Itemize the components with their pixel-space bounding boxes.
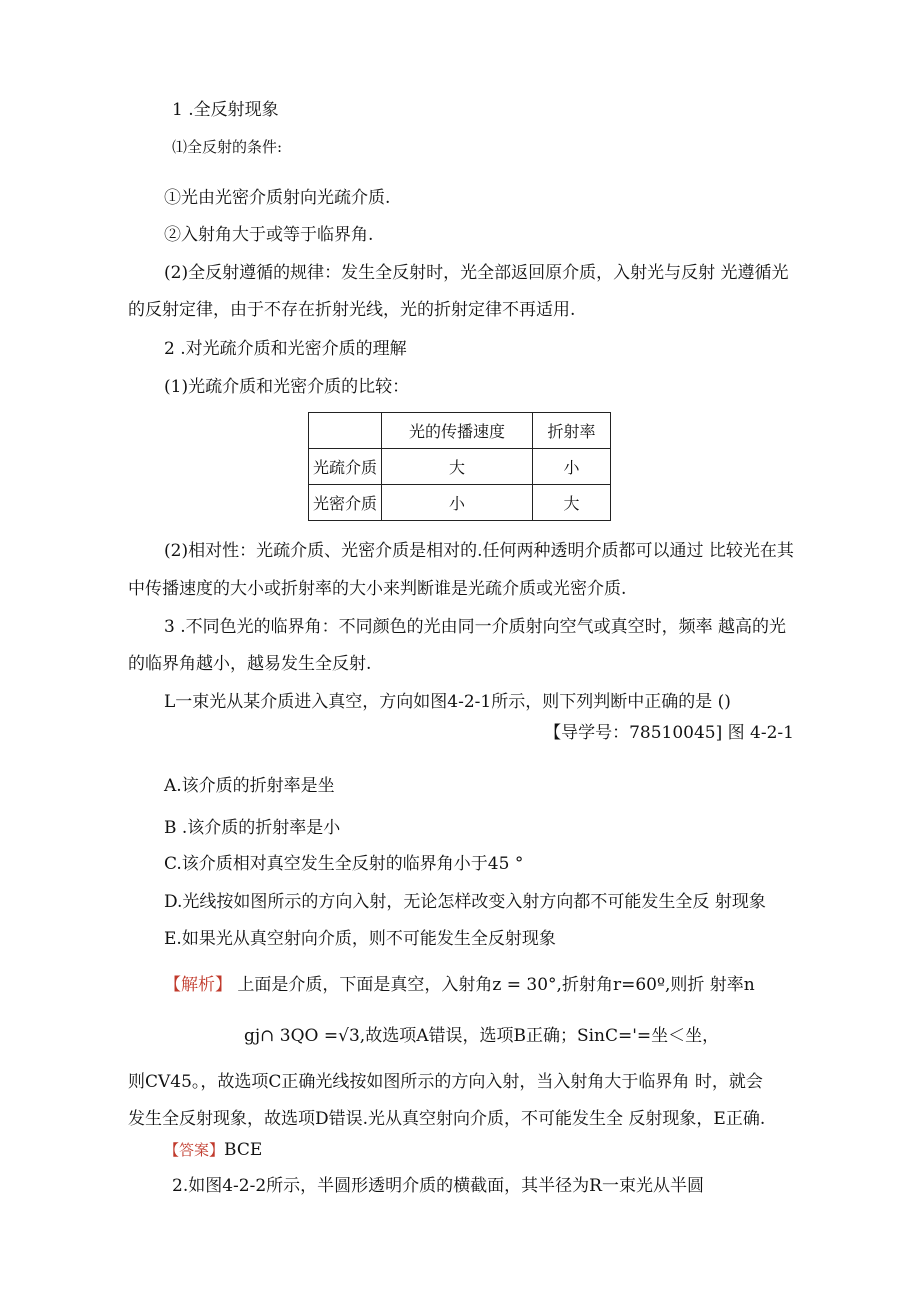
analysis-line3: 则CV45。，故选项C正确光线按如图所示的方向入射，当入射角大于临界角 时，就会 bbox=[128, 1072, 763, 1092]
section-1-1-a: ①光由光密介质射向光疏介质. bbox=[164, 188, 391, 208]
comparison-table bbox=[308, 412, 611, 521]
table-row bbox=[309, 449, 611, 485]
option-e: E.如果光从真空射向介质，则不可能发生全反射现象 bbox=[164, 929, 556, 949]
option-a: A.该介质的折射率是坐 bbox=[164, 776, 335, 796]
question-1-reference: 【导学号：78510045] 图 4-2-1 bbox=[544, 723, 794, 743]
table-cell: 大 bbox=[533, 485, 611, 521]
analysis-tag: 【解析】 bbox=[164, 975, 232, 995]
option-c: C.该介质相对真空发生全反射的临界角小于45 ° bbox=[164, 854, 524, 874]
analysis-line2: gj∩ 3QO =√3,故选项A错误，选项B正确；SinC='=坐＜坐， bbox=[244, 1026, 720, 1046]
analysis-line4: 发生全反射现象，故选项D错误.光从真空射向介质，不可能发生全 反射现象，E正确. bbox=[128, 1109, 766, 1129]
table-header-cell: 折射率 bbox=[533, 413, 611, 449]
section-2-1: (1)光疏介质和光密介质的比较： bbox=[164, 377, 410, 397]
table-cell: 光密介质 bbox=[309, 485, 382, 521]
table-row bbox=[309, 485, 611, 521]
question-2-stem: 2.如图4-2-2所示，半圆形透明介质的横截面，其半径为R一束光从半圆 bbox=[172, 1176, 704, 1196]
table-header-cell bbox=[309, 413, 382, 449]
option-d: D.光线按如图所示的方向入射，无论怎样改变入射方向都不可能发生全反 射现象 bbox=[164, 892, 766, 912]
answer-tag: 【答案】 bbox=[164, 1141, 225, 1159]
section-1-2-line1: (2)全反射遵循的规律：发生全反射时，光全部返回原介质，入射光与反射 光遵循光 bbox=[164, 263, 789, 283]
table-cell: 小 bbox=[382, 485, 533, 521]
section-1-heading: 1 .全反射现象 bbox=[172, 100, 279, 120]
section-3-line2: 的临界角越小，越易发生全反射. bbox=[128, 654, 372, 674]
analysis-text: 上面是介质，下面是真空，入射角z = 30°,折射角r=60º,则折 射率n bbox=[232, 975, 755, 995]
table-header-cell: 光的传播速度 bbox=[382, 413, 533, 449]
section-1-2-line2: 的反射定律，由于不存在折射光线，光的折射定律不再适用. bbox=[128, 300, 576, 320]
section-3-line1: 3 .不同色光的临界角：不同颜色的光由同一介质射向空气或真空时，频率 越高的光 bbox=[164, 617, 787, 637]
section-2-heading: 2 .对光疏介质和光密介质的理解 bbox=[164, 339, 407, 359]
table-header-row bbox=[309, 413, 611, 449]
table-cell: 大 bbox=[382, 449, 533, 485]
section-1-1-b: ②入射角大于或等于临界角. bbox=[164, 225, 374, 245]
table-cell: 光疏介质 bbox=[309, 449, 382, 485]
answer-line bbox=[164, 1139, 262, 1161]
section-2-2-line2: 中传播速度的大小或折射率的大小来判断谁是光疏介质或光密介质. bbox=[128, 579, 627, 599]
question-1-stem: L一束光从某介质进入真空，方向如图4-2-1所示，则下列判断中正确的是 () bbox=[164, 692, 731, 712]
answer-text: BCE bbox=[224, 1140, 263, 1160]
section-1-1: ⑴全反射的条件: bbox=[172, 138, 283, 156]
option-b: B .该介质的折射率是小 bbox=[164, 818, 341, 838]
table-cell: 小 bbox=[533, 449, 611, 485]
analysis-line1 bbox=[164, 974, 755, 996]
section-2-2-line1: (2)相对性：光疏介质、光密介质是相对的.任何两种透明介质都可以通过 比较光在其 bbox=[164, 541, 794, 561]
